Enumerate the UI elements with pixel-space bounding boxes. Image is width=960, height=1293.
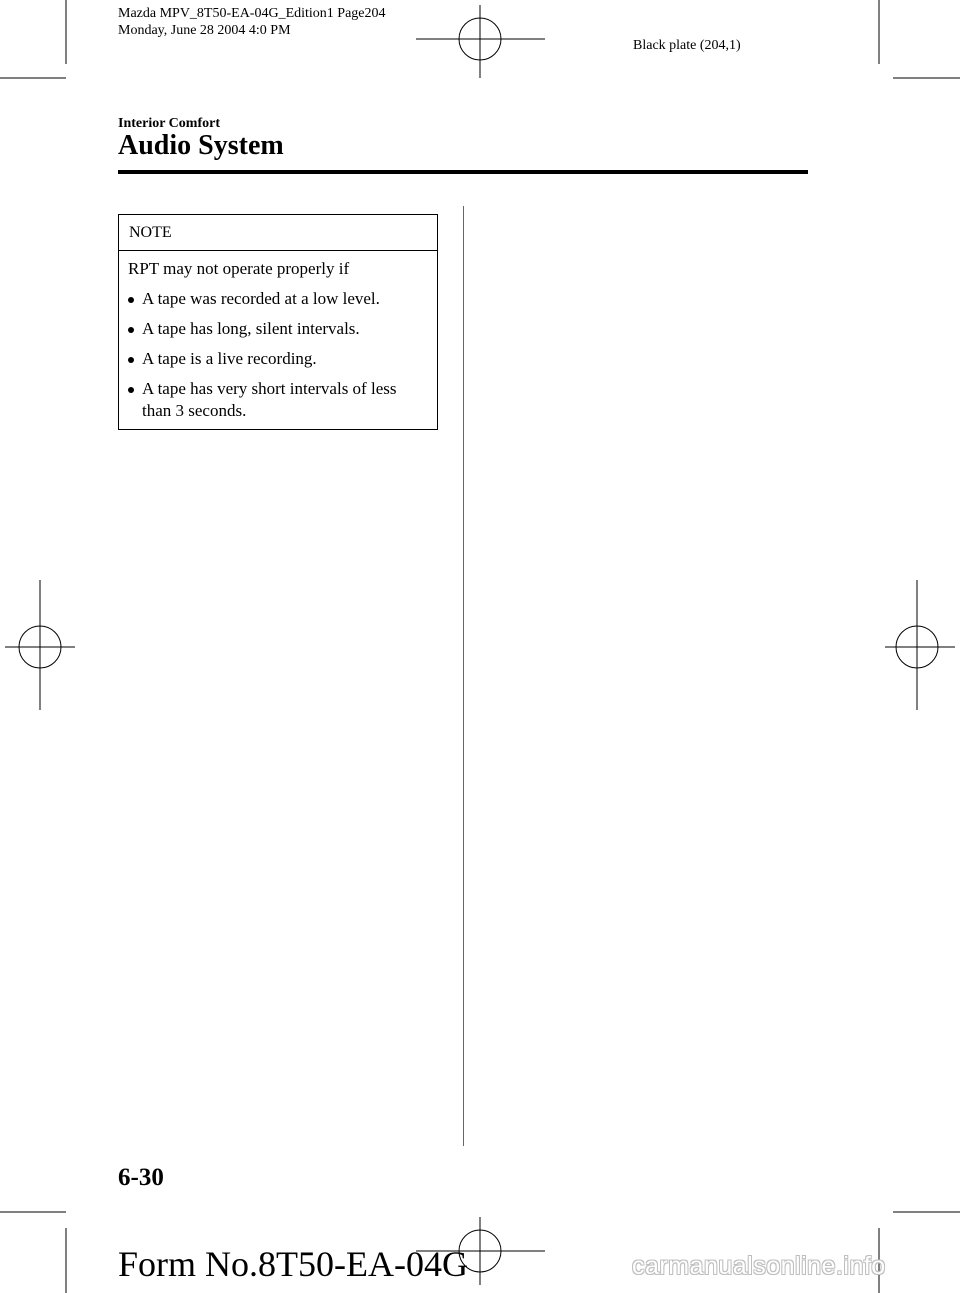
plate-label: Black plate (204,1) xyxy=(633,38,741,53)
bullet-icon xyxy=(128,297,134,303)
note-list xyxy=(128,288,427,422)
section-label: Interior Comfort xyxy=(118,116,220,131)
form-number: Form No.8T50-EA-04G xyxy=(118,1244,468,1284)
title-rule xyxy=(118,170,808,174)
list-item xyxy=(128,288,427,310)
list-item-text: A tape was recorded at a low level. xyxy=(142,289,380,308)
page-number: 6-30 xyxy=(118,1164,164,1191)
list-item xyxy=(128,318,427,340)
column-divider xyxy=(463,206,464,1146)
page-title: Audio System xyxy=(118,130,284,161)
print-metadata-line-2: Monday, June 28 2004 4:0 PM xyxy=(118,23,291,38)
list-item xyxy=(128,378,427,422)
note-body xyxy=(119,251,437,422)
list-item-text: A tape is a live recording. xyxy=(142,349,317,368)
print-metadata-line-1: Mazda MPV_8T50-EA-04G_Edition1 Page204 xyxy=(118,6,386,21)
list-item-text: A tape has long, silent intervals. xyxy=(142,319,360,338)
bullet-icon xyxy=(128,327,134,333)
print-metadata xyxy=(118,5,386,39)
note-heading: NOTE xyxy=(119,215,437,251)
watermark: carmanualsonline.info xyxy=(632,1252,886,1280)
bullet-icon xyxy=(128,387,134,393)
note-box xyxy=(118,214,438,430)
list-item-text: A tape has very short intervals of less than 3 seconds. xyxy=(142,379,397,420)
list-item xyxy=(128,348,427,370)
note-intro: RPT may not operate properly if xyxy=(128,259,350,278)
bullet-icon xyxy=(128,357,134,363)
